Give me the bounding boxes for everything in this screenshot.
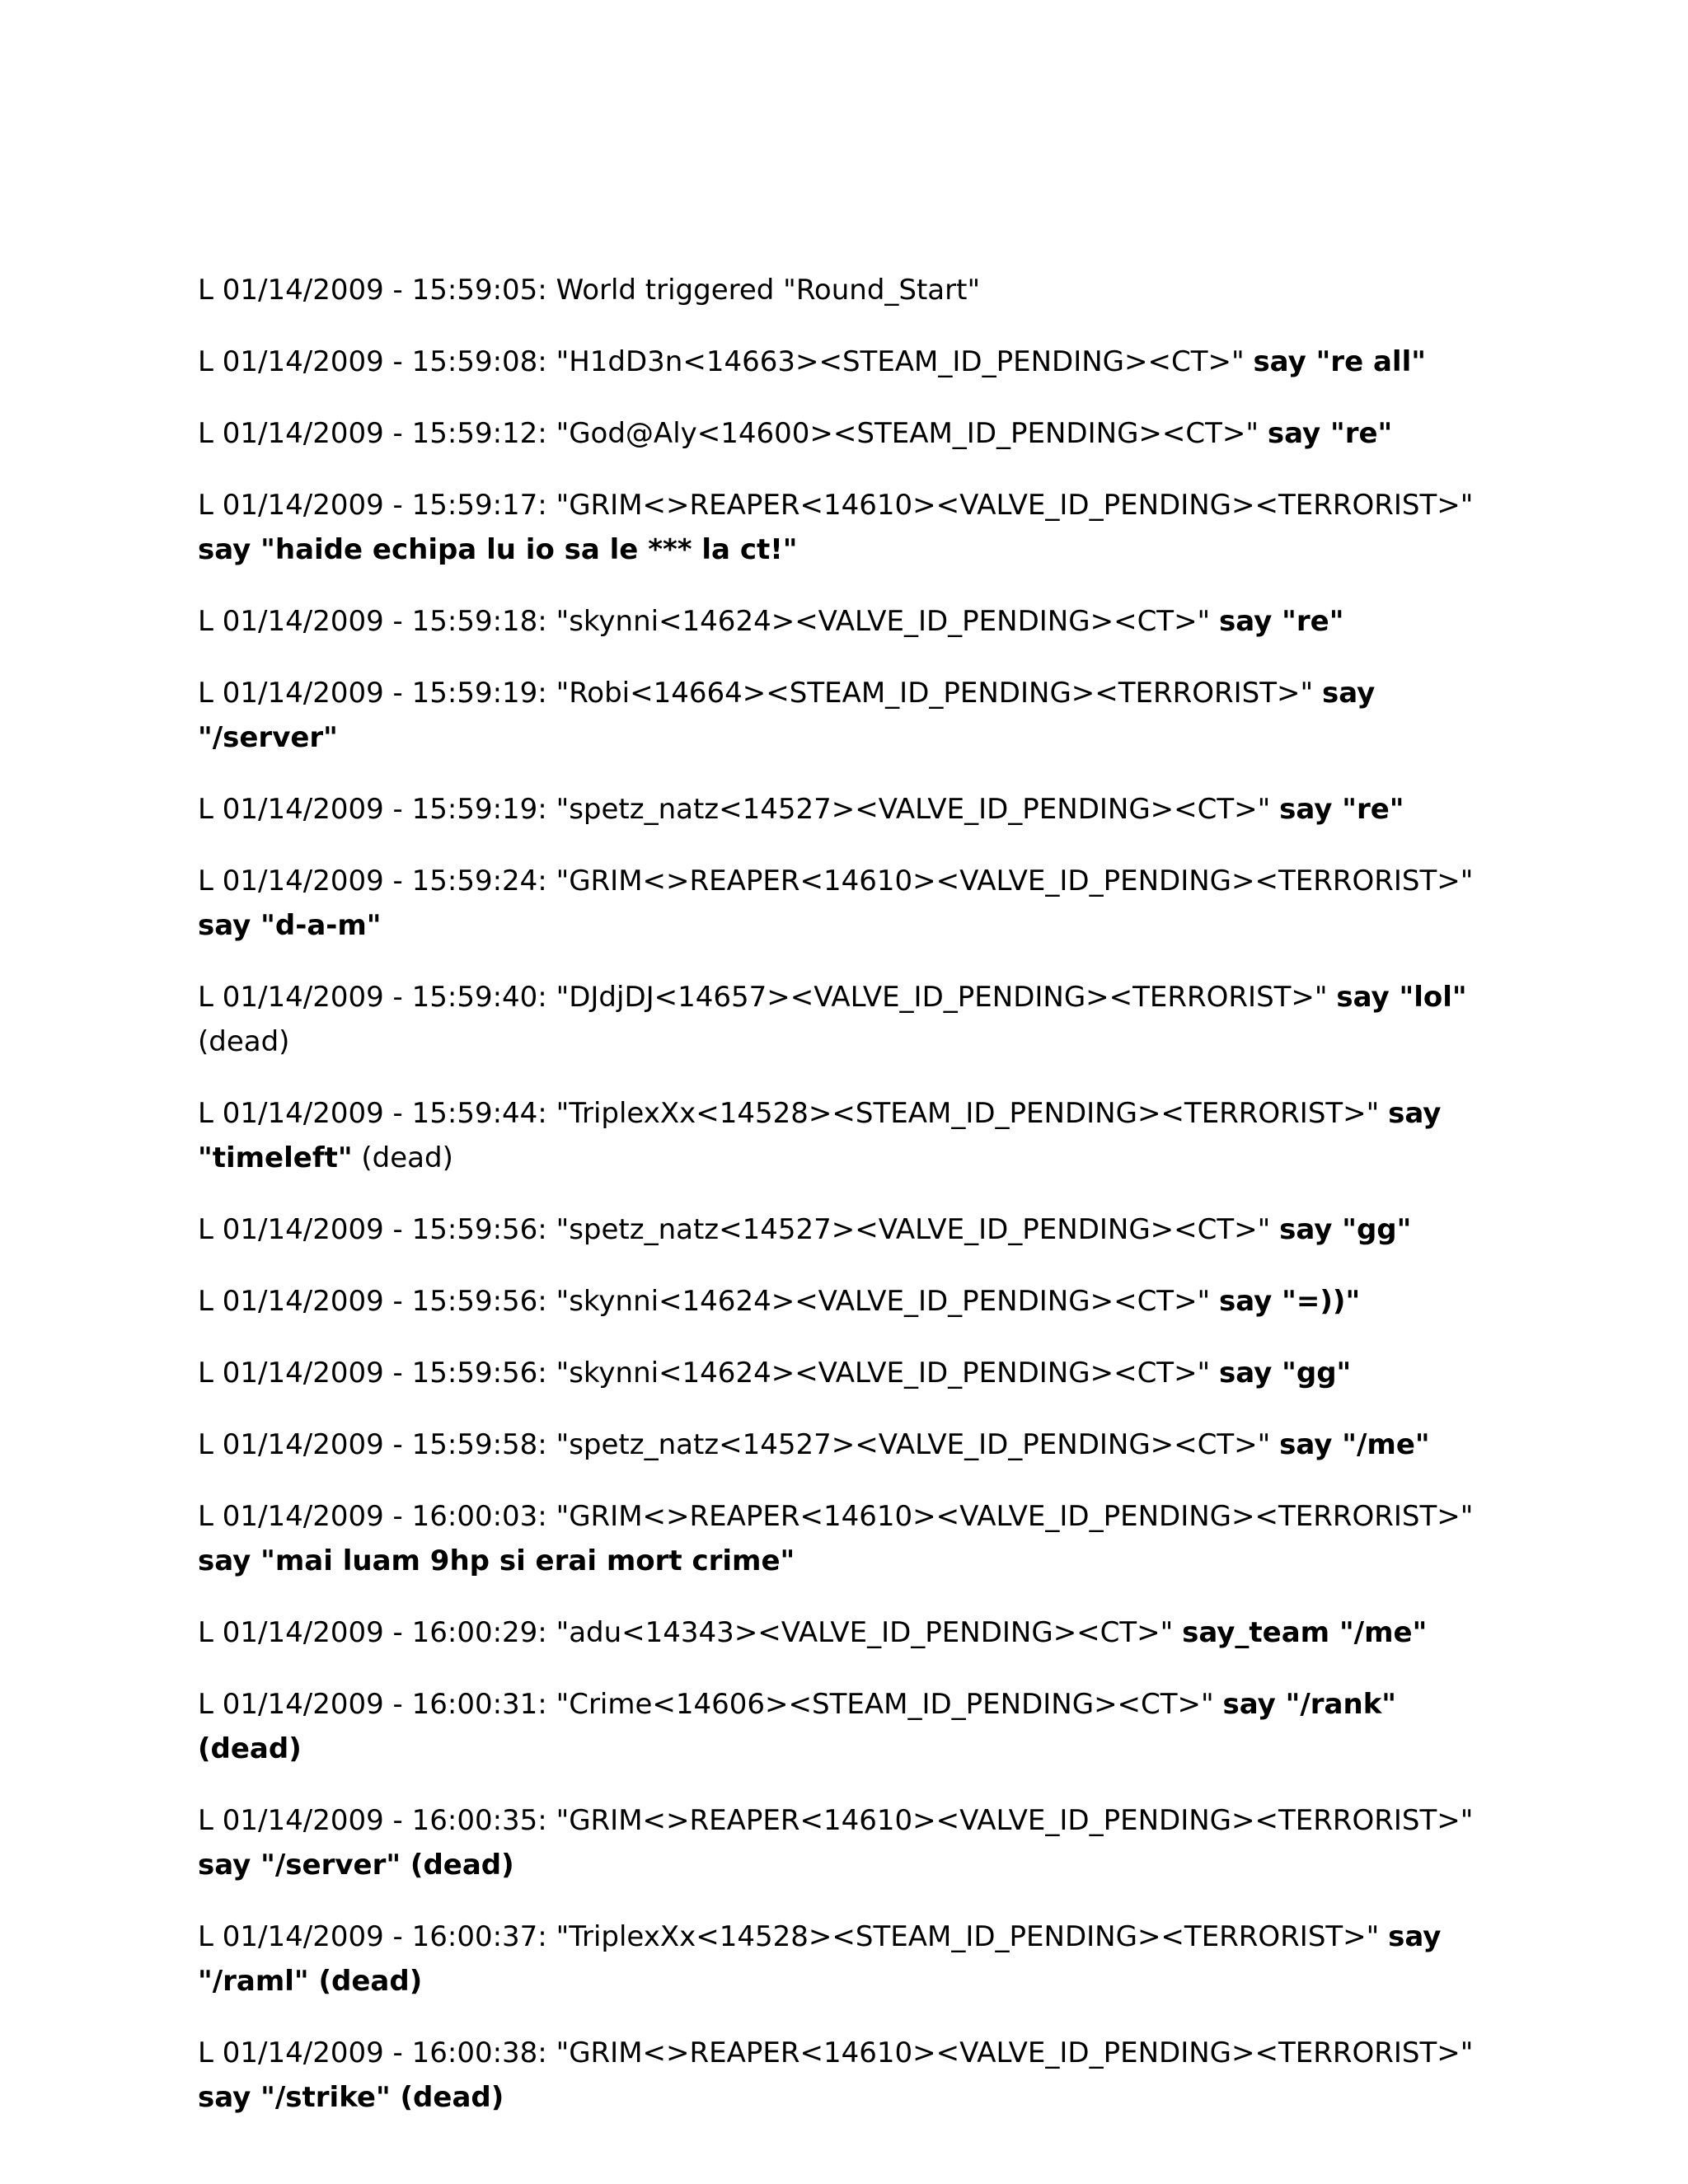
- log-entry: [198, 787, 1500, 832]
- log-timestamp: L 01/14/2009 - 15:59:58:: [198, 1428, 556, 1461]
- log-timestamp: L 01/14/2009 - 16:00:29:: [198, 1616, 556, 1649]
- log-timestamp: L 01/14/2009 - 15:59:44:: [198, 1097, 556, 1130]
- log-dead-status: (dead): [198, 1732, 302, 1765]
- log-chat-message: "timeleft": [198, 1141, 353, 1174]
- server-chat-log: [198, 268, 1500, 2147]
- log-chat-message: "re": [1332, 793, 1404, 826]
- log-player-info: "TriplexXx<14528><STEAM_ID_PENDING><TERRORIST>": [556, 1097, 1389, 1130]
- log-player-info: "GRIM<>REAPER<14610><VALVE_ID_PENDING><TERRORIST>": [556, 1804, 1474, 1837]
- log-say-command: say: [198, 533, 251, 566]
- log-timestamp: L 01/14/2009 - 15:59:40:: [198, 981, 556, 1014]
- log-player-info: "H1dD3n<14663><STEAM_ID_PENDING><CT>": [556, 345, 1254, 378]
- log-chat-message: "gg": [1272, 1357, 1352, 1390]
- log-chat-message: "/rank": [1275, 1688, 1397, 1721]
- log-say-command: say: [198, 1544, 251, 1577]
- log-timestamp: L 01/14/2009 - 15:59:05:: [198, 274, 556, 307]
- log-entry: [198, 1091, 1500, 1180]
- log-say-command: say: [1279, 793, 1333, 826]
- log-say-command: say: [1279, 1213, 1333, 1246]
- log-say-command: say: [1219, 605, 1273, 638]
- log-timestamp: L 01/14/2009 - 15:59:19:: [198, 677, 556, 710]
- log-chat-message: "re all": [1306, 345, 1426, 378]
- log-say-command: say: [1336, 981, 1390, 1014]
- log-player-info: "skynni<14624><VALVE_ID_PENDING><CT>": [556, 1357, 1220, 1390]
- log-player-info: "spetz_natz<14527><VALVE_ID_PENDING><CT>": [556, 1213, 1280, 1246]
- log-chat-message: "/me": [1329, 1616, 1428, 1649]
- log-timestamp: L 01/14/2009 - 16:00:03:: [198, 1500, 556, 1533]
- log-timestamp: L 01/14/2009 - 16:00:31:: [198, 1688, 556, 1721]
- log-player-info: "TriplexXx<14528><STEAM_ID_PENDING><TERRORIST>": [556, 1920, 1389, 1953]
- log-entry: [198, 411, 1500, 456]
- log-timestamp: L 01/14/2009 - 15:59:12:: [198, 417, 556, 450]
- log-entry: [198, 268, 1500, 312]
- log-chat-message: "/server": [251, 1849, 401, 1882]
- log-entry: [198, 975, 1500, 1064]
- log-chat-message: "/strike": [251, 2081, 391, 2114]
- log-player-info: "GRIM<>REAPER<14610><VALVE_ID_PENDING><TERRORIST>": [556, 1500, 1474, 1533]
- log-player-info: "GRIM<>REAPER<14610><VALVE_ID_PENDING><TERRORIST>": [556, 865, 1474, 898]
- log-entry: [198, 2031, 1500, 2120]
- log-entry: [198, 1915, 1500, 2004]
- log-say-command: say: [1253, 345, 1306, 378]
- log-timestamp: L 01/14/2009 - 15:59:08:: [198, 345, 556, 378]
- log-player-info: World triggered "Round_Start": [556, 274, 981, 307]
- log-player-info: "Robi<14664><STEAM_ID_PENDING><TERRORIST>": [556, 677, 1322, 710]
- log-player-info: "adu<14343><VALVE_ID_PENDING><CT>": [556, 1616, 1183, 1649]
- log-entry: [198, 1351, 1500, 1395]
- log-chat-message: "re": [1272, 605, 1344, 638]
- log-chat-message: "=))": [1272, 1285, 1361, 1318]
- log-entry: [198, 340, 1500, 384]
- log-say-command: say: [198, 909, 251, 942]
- log-timestamp: L 01/14/2009 - 16:00:37:: [198, 1920, 556, 1953]
- log-player-info: "DJdjDJ<14657><VALVE_ID_PENDING><TERRORIST>": [556, 981, 1337, 1014]
- log-timestamp: L 01/14/2009 - 15:59:18:: [198, 605, 556, 638]
- log-player-info: "spetz_natz<14527><VALVE_ID_PENDING><CT>": [556, 1428, 1280, 1461]
- log-chat-message: "/raml": [198, 1965, 309, 1998]
- log-say-command: say: [198, 1849, 251, 1882]
- log-say-command: say: [1219, 1357, 1273, 1390]
- log-timestamp: L 01/14/2009 - 16:00:35:: [198, 1804, 556, 1837]
- log-entry: [198, 1798, 1500, 1887]
- log-dead-status: (dead): [390, 2081, 504, 2114]
- log-player-info: "GRIM<>REAPER<14610><VALVE_ID_PENDING><TERRORIST>": [556, 489, 1474, 522]
- log-say-command: say: [1267, 417, 1321, 450]
- log-entry: [198, 1207, 1500, 1252]
- log-timestamp: L 01/14/2009 - 15:59:19:: [198, 793, 556, 826]
- log-say-command: say: [1388, 1920, 1442, 1953]
- log-chat-message: "/me": [1332, 1428, 1430, 1461]
- log-say-command: say: [1219, 1285, 1273, 1318]
- log-entry: [198, 1422, 1500, 1467]
- log-entry: [198, 1682, 1500, 1771]
- log-timestamp: L 01/14/2009 - 16:00:38:: [198, 2036, 556, 2069]
- log-dead-status: (dead): [308, 1965, 423, 1998]
- log-chat-message: "d-a-m": [251, 909, 382, 942]
- log-entry: [198, 1279, 1500, 1324]
- log-chat-message: "gg": [1332, 1213, 1412, 1246]
- log-chat-message: "lol": [1389, 981, 1467, 1014]
- log-timestamp: L 01/14/2009 - 15:59:56:: [198, 1213, 556, 1246]
- log-player-info: "skynni<14624><VALVE_ID_PENDING><CT>": [556, 1285, 1220, 1318]
- log-player-info: "GRIM<>REAPER<14610><VALVE_ID_PENDING><TERRORIST>": [556, 2036, 1474, 2069]
- log-chat-message: "re": [1320, 417, 1393, 450]
- log-say-command: say: [1388, 1097, 1442, 1130]
- log-say-command: say: [198, 2081, 251, 2114]
- log-chat-message: "haide echipa lu io sa le *** la ct!": [251, 533, 798, 566]
- log-entry: [198, 671, 1500, 760]
- log-say-command: say: [1279, 1428, 1333, 1461]
- log-dead-status: (dead): [352, 1141, 453, 1174]
- log-entry: [198, 599, 1500, 644]
- log-entry: [198, 859, 1500, 948]
- log-player-info: "spetz_natz<14527><VALVE_ID_PENDING><CT>": [556, 793, 1280, 826]
- log-timestamp: L 01/14/2009 - 15:59:17:: [198, 489, 556, 522]
- log-say-command: say: [1321, 677, 1376, 710]
- log-dead-status: (dead): [198, 1025, 290, 1058]
- log-player-info: "skynni<14624><VALVE_ID_PENDING><CT>": [556, 605, 1220, 638]
- log-player-info: "God@Aly<14600><STEAM_ID_PENDING><CT>": [556, 417, 1268, 450]
- log-entry: [198, 1494, 1500, 1583]
- log-timestamp: L 01/14/2009 - 15:59:24:: [198, 865, 556, 898]
- log-say-command: say: [1222, 1688, 1276, 1721]
- log-player-info: "Crime<14606><STEAM_ID_PENDING><CT>": [556, 1688, 1223, 1721]
- log-chat-message: "/server": [198, 721, 338, 754]
- log-timestamp: L 01/14/2009 - 15:59:56:: [198, 1357, 556, 1390]
- log-say-command: say_team: [1182, 1616, 1330, 1649]
- log-chat-message: "mai luam 9hp si erai mort crime": [251, 1544, 795, 1577]
- log-entry: [198, 483, 1500, 572]
- log-timestamp: L 01/14/2009 - 15:59:56:: [198, 1285, 556, 1318]
- log-dead-status: (dead): [401, 1849, 514, 1882]
- log-entry: [198, 1610, 1500, 1655]
